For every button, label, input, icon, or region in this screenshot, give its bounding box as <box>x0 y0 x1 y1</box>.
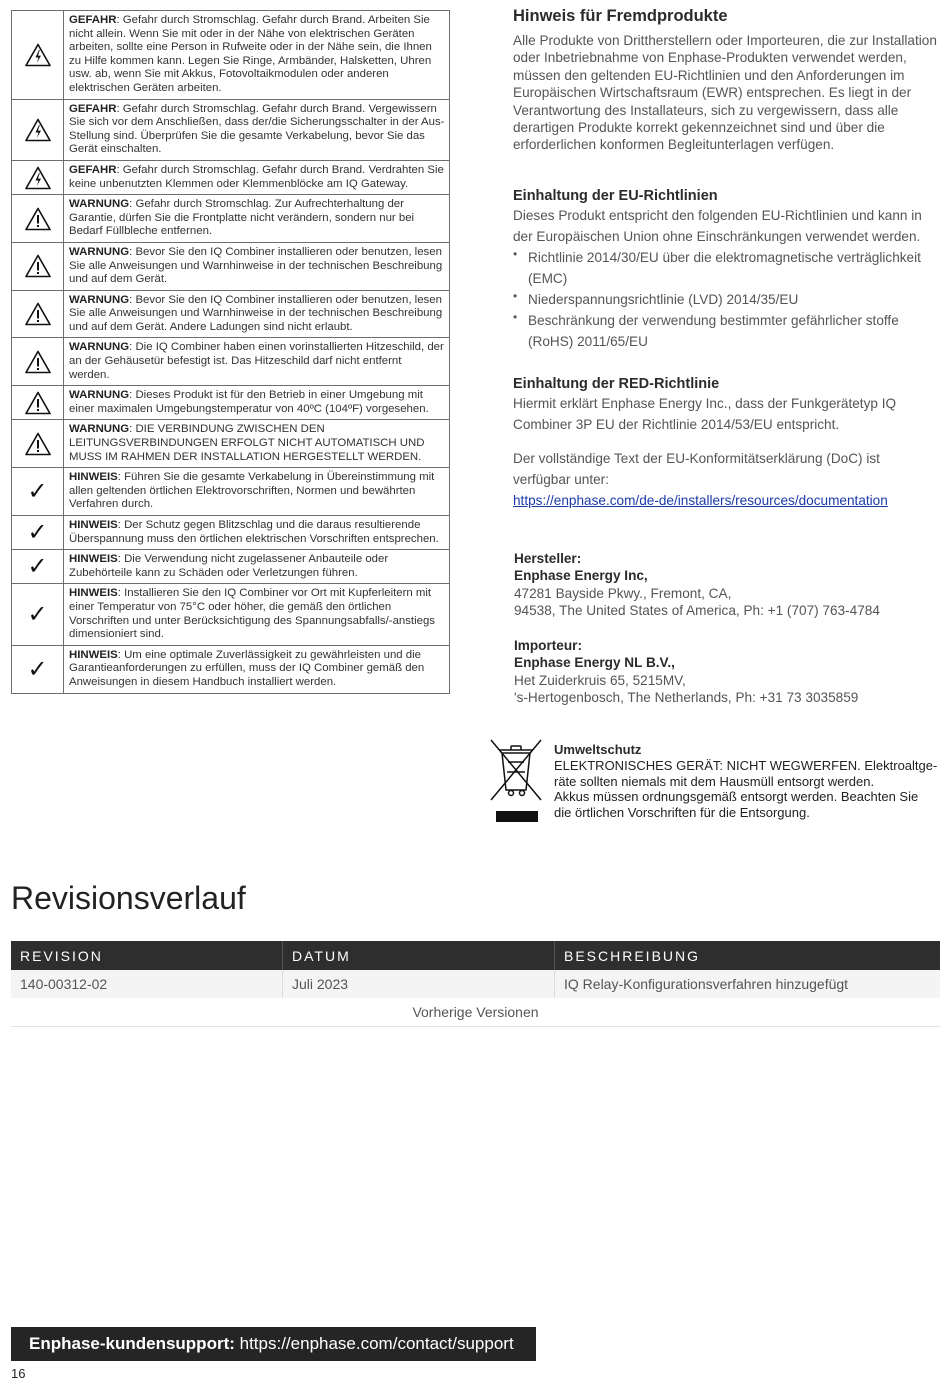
safety-notice-text <box>64 584 450 645</box>
safety-notice-row <box>12 195 450 243</box>
safety-notice-row <box>12 550 450 584</box>
environment-line-1: ELEKTRONISCHES GERÄT: NICHT WEGWERFEN. Elektroaltge- <box>554 758 938 773</box>
safety-icon-cell <box>12 338 64 386</box>
previous-versions-label[interactable]: Vorherige Versionen <box>11 998 940 1027</box>
safety-icon-cell <box>12 468 64 516</box>
safety-description: : Bevor Sie den IQ Combiner installieren oder benutzen, lesen Sie alle Anweisungen und Warnhinweise in der technischen Beschreibung und auf dem Gerät. <box>69 245 443 286</box>
third-party-body: Alle Produkte von Drittherstellern oder Importeuren, die zur Installation oder Inbetriebnahme von Enphase-Produkten verwendet werden, müssen den geltenden EU-Richtlinien und den Anforderungen im Europäischen Wirtschaftsraum (EWR) entsprechen. Es liegt in der Verantwortung des Installateurs, sich zu vergewissern, dass alle derartigen Produkte korrekt gekennzeichnet sind und über die erforderlichen konformen Begleitunterlagen verfügen. <box>513 33 937 153</box>
safety-description: : Gefahr durch Stromschlag. Zur Aufrechterhaltung der Garantie, dürfen Sie die Frontplatte nicht verändern, sondern nur bei Bedarf Füllbleche entfernen. <box>69 198 415 238</box>
support-bar <box>11 1327 536 1361</box>
safety-description: : Die IQ Combiner haben einen vorinstallierten Hitzeschild, der an der Gehäusetür befestigt ist. Das Hitzeschild darf nicht entfernt werden. <box>69 341 444 381</box>
safety-notice-row <box>12 386 450 420</box>
previous-versions-row <box>11 998 940 1027</box>
revision-history-title: Revisionsverlauf <box>11 880 246 916</box>
safety-keyword: GEFAHR <box>69 163 117 176</box>
eu-compliance-title: Einhaltung der EU-Richtlinien <box>513 188 718 204</box>
safety-notice-text <box>64 645 450 693</box>
environment-line-3: Akkus müssen ordnungsgemäß entsorgt werden. Beachten Sie <box>554 789 919 804</box>
safety-notice-row <box>12 516 450 550</box>
safety-description: : Installieren Sie den IQ Combiner vor Ort mit Kupferleitern mit einer Temperatur von 75°C oder höher, die gemäß den örtlichen Vorschriften und unter Berücksichtigung des Spannungsabfalls/-anstiegs dimensioniert sind. <box>69 587 435 641</box>
safety-description: : Bevor Sie den IQ Combiner installieren oder benutzen, lesen Sie alle Anweisungen und Warnhinweise in der technischen Beschreibung und auf dem Gerät. Andere Ladungen sind nicht erlaubt. <box>69 293 443 333</box>
check-icon: ✓ <box>27 654 48 683</box>
third-party-section <box>513 7 941 154</box>
safety-notice-row <box>12 584 450 645</box>
safety-notice-row <box>12 290 450 338</box>
safety-icon-cell <box>12 420 64 468</box>
safety-keyword: WARNUNG <box>69 245 130 258</box>
cell-date: Juli 2023 <box>283 970 555 998</box>
safety-notice-row <box>12 242 450 290</box>
eu-compliance-body: Dieses Produkt entspricht den folgenden EU-Richtlinien und kann in der Europäischen Union ohne Einschränkungen verwendet werden. <box>513 208 922 244</box>
warning-icon <box>13 432 62 456</box>
warning-icon <box>13 254 62 278</box>
support-label: Enphase-kundensupport: <box>29 1334 235 1353</box>
importer-address2: 's-Hertogenbosch, The Netherlands, Ph: +31 73 3035859 <box>514 690 859 706</box>
header-revision: REVISION <box>11 941 283 970</box>
cell-description: IQ Relay-Konfigurationsverfahren hinzugefügt <box>555 970 941 998</box>
warning-icon <box>13 207 62 231</box>
warning-icon <box>13 350 62 374</box>
eu-compliance-section <box>513 188 941 352</box>
eu-bullet-emc: • Richtlinie 2014/30/EU über die elektromagnetische verträglichkeit (EMC) <box>513 247 941 289</box>
safety-notice-row <box>12 99 450 160</box>
safety-keyword: HINWEIS <box>69 648 118 661</box>
safety-keyword: HINWEIS <box>69 587 118 600</box>
safety-icon-cell <box>12 386 64 420</box>
importer-address1: Het Zuiderkruis 65, 5215MV, <box>514 672 686 688</box>
safety-icon-cell <box>12 99 64 160</box>
page-number: 16 <box>11 1366 26 1381</box>
doc-link[interactable]: https://enphase.com/de-de/installers/resources/documentation <box>513 493 888 508</box>
safety-description: : DIE VERBINDUNG ZWISCHEN DEN LEITUNGSVERBINDUNGEN ERFOLGT NICHT AUTOMATISCH UND MUSS IM RAHMEN DER INSTALLATION HERGESTELLT WERDEN. <box>69 423 425 463</box>
cell-revision: 140-00312-02 <box>11 970 283 998</box>
safety-description: : Führen Sie die gesamte Verkabelung in Übereinstimmung mit allen geltenden örtlichen Elektrovorschriften, Normen und bewährten Verfahren durch. <box>69 471 435 511</box>
eu-bullet-lvd: • Niederspannungsrichtlinie (LVD) 2014/35/EU <box>513 289 941 310</box>
safety-icon-cell <box>12 584 64 645</box>
safety-description: : Gefahr durch Stromschlag. Gefahr durch Brand. Arbeiten Sie nicht allein. Wenn Sie mit oder in der Nähe von elektrischen Geräten arbeiten, sollte eine Person in Rufweite oder in der Nähe sein, die Ihnen zu Hilfe kommen kann. Legen Sie Ringe, Armbänder, Halsketten, Uhren usw. ab, wenn Sie mit Akkus, Fotovoltaikmodulen oder anderen elektrischen Geräten arbeiten. <box>69 14 432 94</box>
table-row <box>11 970 940 998</box>
eu-bullet-rohs: • Beschränkung der verwendung bestimmter gefährlicher stoffe (RoHS) 2011/65/EU <box>513 310 941 352</box>
safety-description: : Um eine optimale Zuverlässigkeit zu gewährleisten und die Garantieanforderungen zu erfüllen, muss der IQ Combiner gemäß den Anweisungen in diesem Handbuch installiert werden. <box>69 648 425 688</box>
check-icon: ✓ <box>27 600 48 629</box>
safety-notice-row <box>12 11 450 100</box>
manufacturer-name: Enphase Energy Inc, <box>514 568 648 584</box>
safety-notices-table <box>11 10 450 694</box>
safety-notice-text <box>64 420 450 468</box>
safety-notice-row <box>12 468 450 516</box>
environment-section <box>554 742 944 820</box>
red-compliance-body: Hiermit erklärt Enphase Energy Inc., dass der Funkgerätetyp IQ Combiner 3P EU der Richtlinie 2014/53/EU entspricht. <box>513 396 897 432</box>
safety-keyword: HINWEIS <box>69 471 118 484</box>
safety-keyword: WARNUNG <box>69 341 130 354</box>
electric-warning-icon <box>13 43 62 67</box>
importer-section <box>514 637 942 707</box>
safety-description: : Gefahr durch Stromschlag. Gefahr durch Brand. Verdrahten Sie keine unbenutzten Klemmen oder Klemmenblöcke am IQ Gateway. <box>69 163 444 190</box>
safety-notice-text <box>64 550 450 584</box>
warning-icon <box>13 302 62 326</box>
safety-notice-text <box>64 386 450 420</box>
safety-notice-text <box>64 99 450 160</box>
electric-warning-icon <box>13 118 62 142</box>
safety-notice-row <box>12 645 450 693</box>
check-icon: ✓ <box>27 477 48 506</box>
manufacturer-address1: 47281 Bayside Pkwy., Fremont, CA, <box>514 585 732 601</box>
red-compliance-title: Einhaltung der RED-Richtlinie <box>513 376 720 392</box>
safety-keyword: WARNUNG <box>69 423 130 436</box>
weee-crossed-bin-icon <box>489 738 545 831</box>
safety-description: : Gefahr durch Stromschlag. Gefahr durch Brand. Vergewissern Sie sich vor dem Anschließen, dass der/die Sicherungsschalter in der Aus-Stellung sind. Überprüfen Sie die gesamte Verkabelung, bevor Sie das Gerät einschalten. <box>69 102 445 156</box>
environment-line-2: räte sollten niemals mit dem Hausmüll entsorgt werden. <box>554 773 875 789</box>
safety-notice-row <box>12 420 450 468</box>
safety-description: : Der Schutz gegen Blitzschlag und die daraus resultierende Überspannung muss den örtlichen elektrischen Vorschriften entsprechen. <box>69 519 439 545</box>
check-icon: ✓ <box>27 518 48 547</box>
safety-icon-cell <box>12 160 64 194</box>
safety-icon-cell <box>12 290 64 338</box>
check-icon: ✓ <box>27 552 48 581</box>
safety-keyword: HINWEIS <box>69 519 118 531</box>
revision-history-table <box>11 941 940 1027</box>
safety-keyword: WARNUNG <box>69 198 130 211</box>
third-party-title: Hinweis für Fremdprodukte <box>513 7 728 25</box>
safety-icon-cell <box>12 242 64 290</box>
safety-keyword: WARNUNG <box>69 293 130 306</box>
safety-keyword: WARNUNG <box>69 389 130 402</box>
safety-icon-cell <box>12 11 64 100</box>
manufacturer-label: Hersteller: <box>514 551 582 566</box>
support-url[interactable]: https://enphase.com/contact/support <box>234 1334 514 1353</box>
safety-notice-text <box>64 290 450 338</box>
safety-notice-text <box>64 468 450 516</box>
header-description: BESCHREIBUNG <box>555 941 941 970</box>
safety-icon-cell <box>12 645 64 693</box>
environment-title: Umweltschutz <box>554 742 642 757</box>
warning-icon <box>13 391 62 415</box>
safety-keyword: GEFAHR <box>69 102 117 115</box>
electric-warning-icon <box>13 166 62 190</box>
safety-icon-cell <box>12 550 64 584</box>
safety-notice-text <box>64 242 450 290</box>
red-compliance-section <box>513 376 941 511</box>
manufacturer-address2: 94538, The United States of America, Ph: +1 (707) 763-4784 <box>514 603 880 619</box>
safety-notice-text <box>64 516 450 550</box>
safety-notice-row <box>12 338 450 386</box>
safety-notice-text <box>64 160 450 194</box>
manufacturer-section <box>514 550 942 620</box>
safety-description: : Dieses Produkt ist für den Betrieb in einer Umgebung mit einer maximalen Umgebungstemperatur von 40ºC (104ºF) vorgesehen. <box>69 389 429 415</box>
safety-notice-text <box>64 195 450 243</box>
safety-notice-text <box>64 338 450 386</box>
safety-notice-row <box>12 160 450 194</box>
safety-description: : Die Verwendung nicht zugelassener Anbauteile oder Zubehörteile kann zu Schäden oder Verletzungen führen. <box>69 553 389 579</box>
safety-keyword: GEFAHR <box>69 14 117 26</box>
safety-icon-cell <box>12 195 64 243</box>
header-date: DATUM <box>283 941 555 970</box>
environment-line-4: die örtlichen Vorschriften für die Entsorgung. <box>554 804 810 820</box>
safety-icon-cell <box>12 516 64 550</box>
doc-text: Der vollständige Text der EU-Konformitätserklärung (DoC) ist verfügbar unter: <box>513 451 880 487</box>
safety-notice-text <box>64 11 450 100</box>
importer-label: Importeur: <box>514 638 582 653</box>
safety-keyword: HINWEIS <box>69 553 118 566</box>
importer-name: Enphase Energy NL B.V., <box>514 655 675 671</box>
